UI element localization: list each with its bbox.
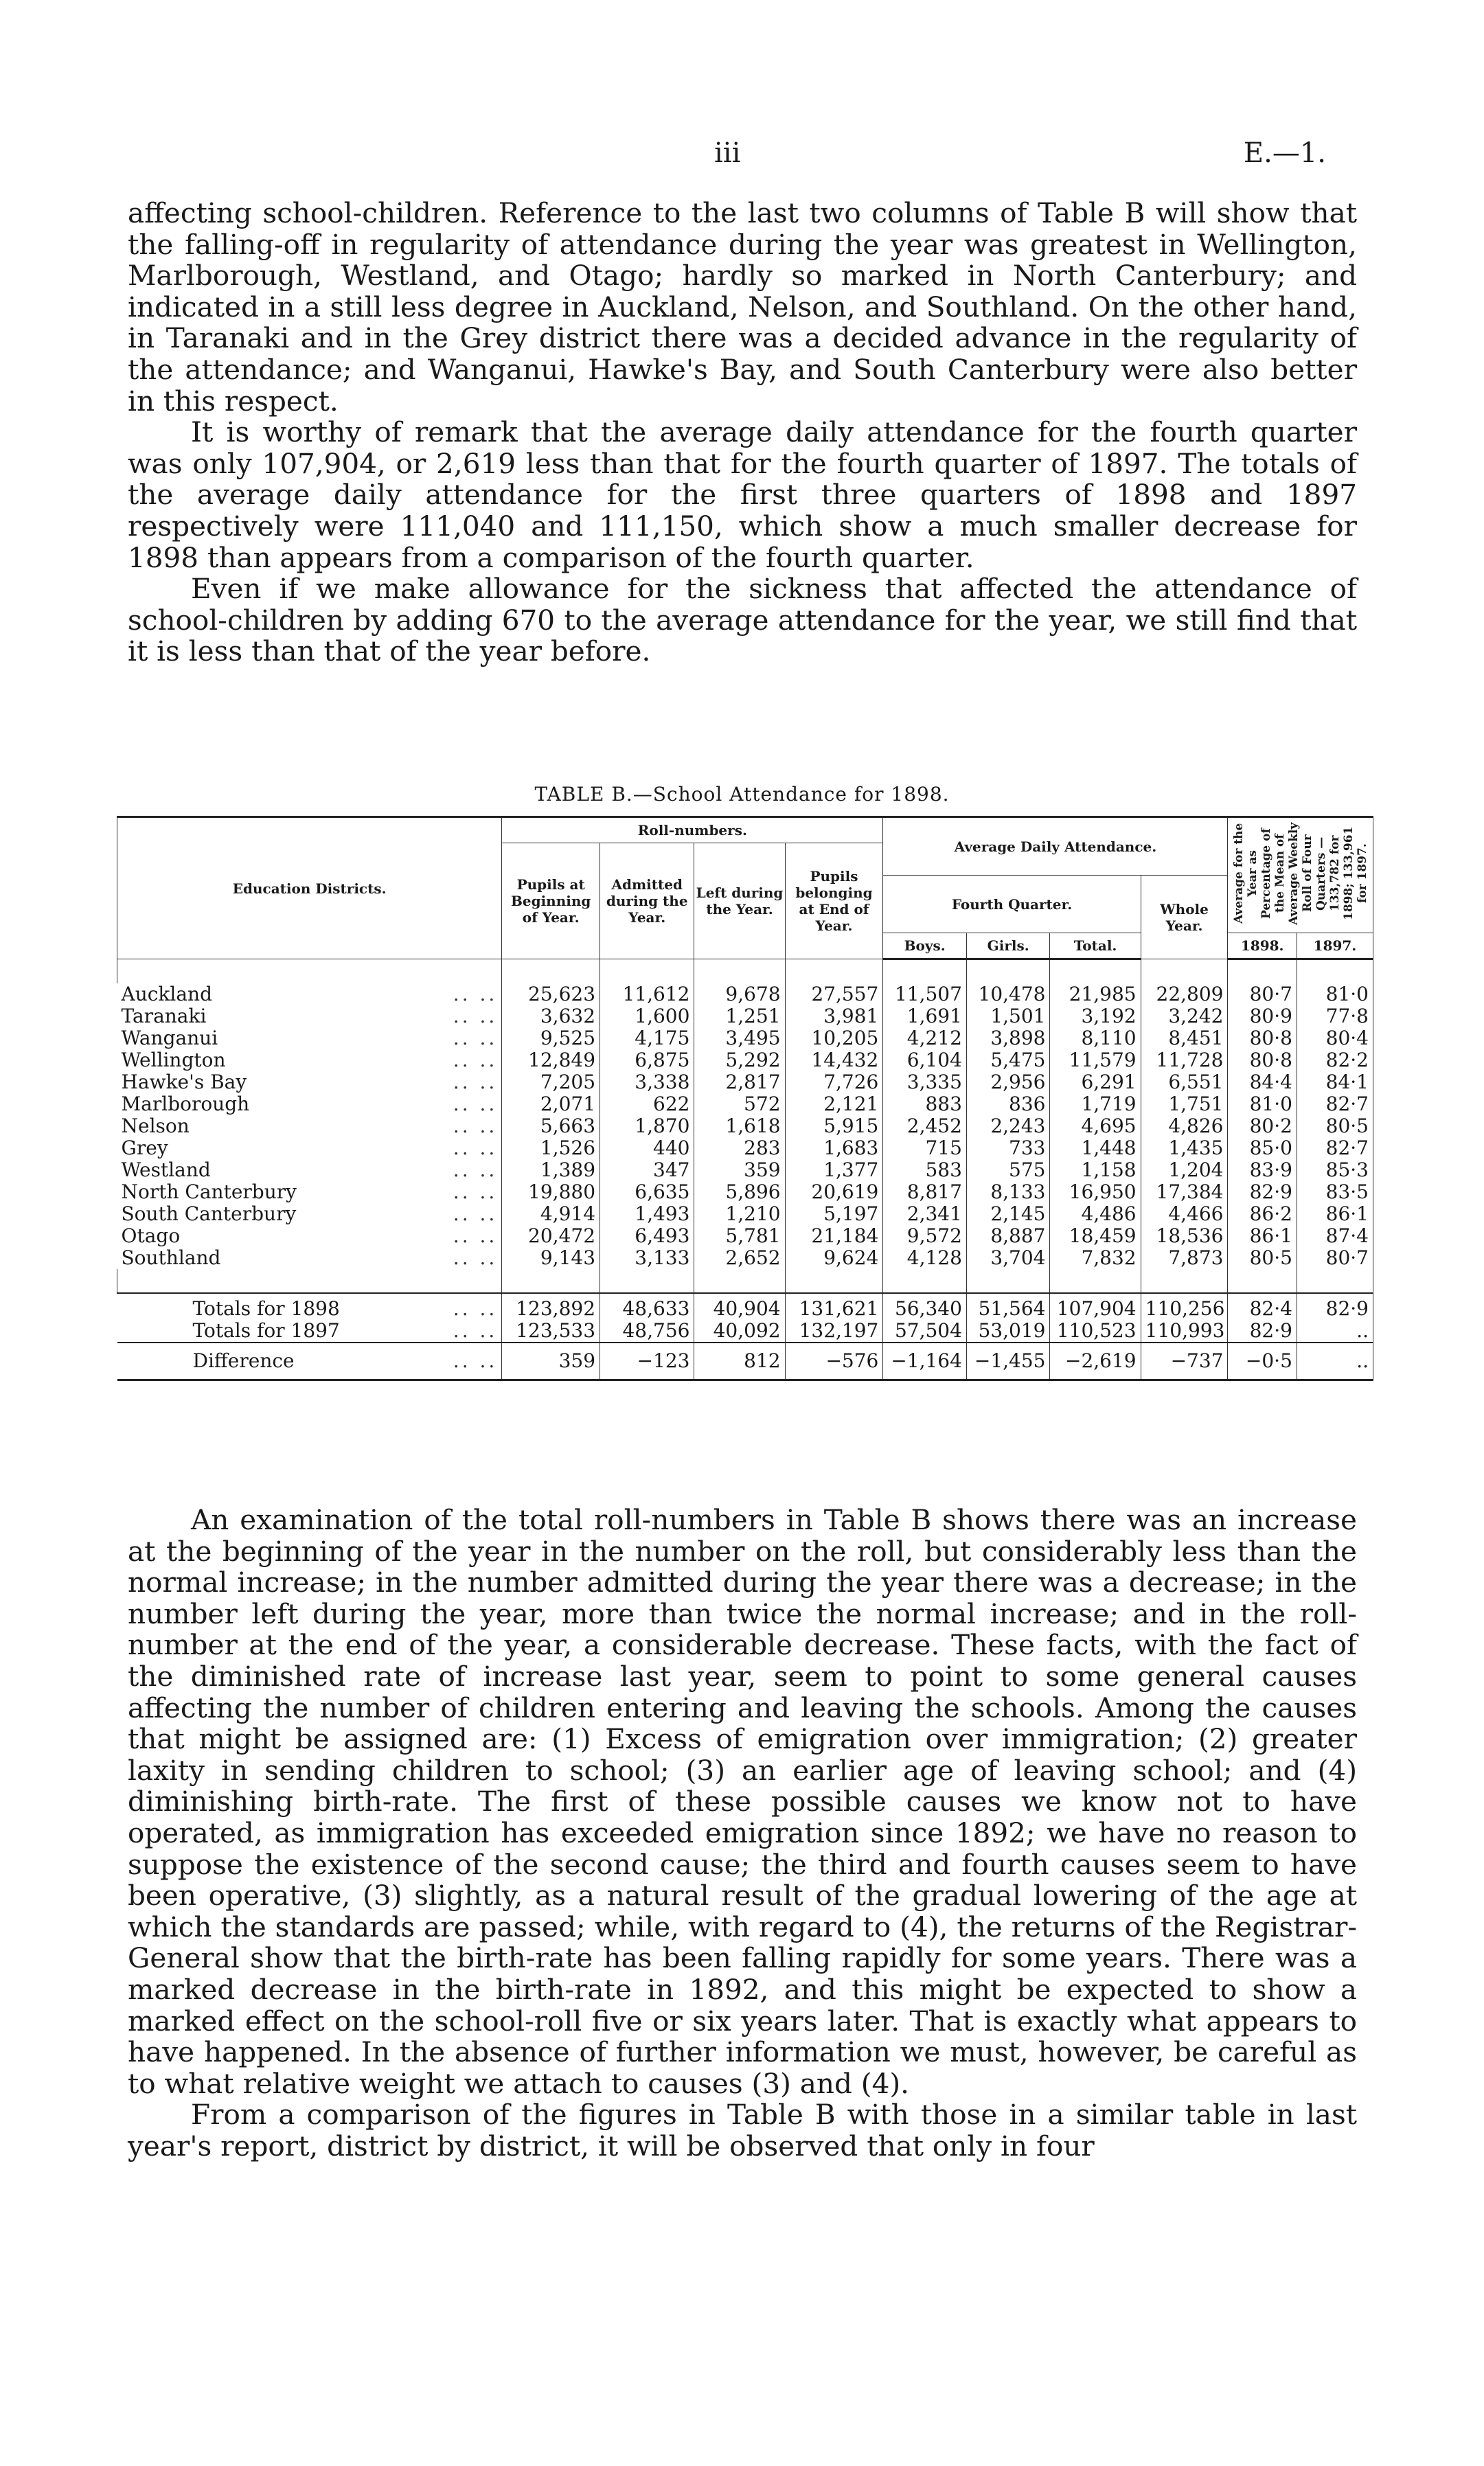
cell-pct-1897: 77·8: [1297, 1005, 1373, 1027]
cell-begin: 7,205: [502, 1071, 600, 1093]
district-name: [117, 1320, 502, 1343]
cell-begin: 123,892: [502, 1293, 600, 1320]
cell-end: 3,981: [785, 1005, 883, 1027]
cell-whole: 11,728: [1141, 1049, 1228, 1071]
cell-whole: 1,751: [1141, 1093, 1228, 1115]
spacer-row: [117, 1269, 1373, 1293]
cell-begin: 3,632: [502, 1005, 600, 1027]
cell-begin: 5,663: [502, 1115, 600, 1137]
cell-end: 2,121: [785, 1093, 883, 1115]
cell-total: 18,459: [1050, 1225, 1141, 1247]
cell-pct-1898: 80·7: [1228, 983, 1297, 1005]
paragraph: It is worthy of remark that the average daily attendance for the fourth quarter was only 107,904, or 2,619 less than that for the fourth quarter of 1897. The totals of the average daily attendance for the first three quarters of 1898 and 1897 respectively were 111,040 and 111,150, which show a much smaller decrease for 1898 than appears from a comparison of the fourth quarter.: [128, 415, 1357, 574]
cell-boys: 56,340: [883, 1293, 967, 1320]
cell-admitted: 48,756: [600, 1320, 694, 1343]
cell-pct-1897: 80·5: [1297, 1115, 1373, 1137]
cell-pct-1898: 84·4: [1228, 1071, 1297, 1093]
district-name: [117, 1071, 502, 1093]
cell-girls: 53,019: [966, 1320, 1050, 1343]
cell-boys: −1,164: [883, 1343, 967, 1380]
header-fourth-quarter: Fourth Quarter.: [883, 876, 1141, 933]
cell-admitted: 622: [600, 1093, 694, 1115]
page-number: iii: [714, 137, 741, 169]
cell-whole: 4,466: [1141, 1203, 1228, 1225]
cell-girls: 3,898: [966, 1027, 1050, 1049]
cell-pct-1897: 82·7: [1297, 1137, 1373, 1159]
leader-dots: .. ..: [453, 1005, 498, 1027]
cell-pct-1897: ..: [1297, 1320, 1373, 1343]
header-percentage: [1228, 817, 1373, 933]
leader-dots: .. ..: [453, 1049, 498, 1071]
leader-dots: .. ..: [453, 1137, 498, 1159]
district-name: [117, 1115, 502, 1137]
cell-total: 3,192: [1050, 1005, 1141, 1027]
cell-begin: 2,071: [502, 1093, 600, 1115]
district-name: [117, 1293, 502, 1320]
totals-1898-row: [117, 1293, 1373, 1320]
leader-dots: .. ..: [453, 1297, 498, 1320]
table-row: [117, 1071, 1373, 1093]
cell-end: 1,377: [785, 1159, 883, 1181]
cell-end: 20,619: [785, 1181, 883, 1203]
cell-girls: 1,501: [966, 1005, 1050, 1027]
cell-pct-1898: 83·9: [1228, 1159, 1297, 1181]
header-percentage-text: Average for the Year as Percentage of the Mean of Average Weekly Roll of Four Quarters — 133,782 for 1898; 133,961 for 1897.: [1231, 822, 1369, 925]
district-label: Wellington: [121, 1049, 226, 1071]
cell-end: 27,557: [785, 983, 883, 1005]
cell-girls: 575: [966, 1159, 1050, 1181]
leader-dots: .. ..: [453, 1246, 498, 1269]
cell-whole: 110,256: [1141, 1293, 1228, 1320]
cell-total: 21,985: [1050, 983, 1141, 1005]
cell-pct-1898: 80·2: [1228, 1115, 1297, 1137]
cell-boys: 2,341: [883, 1203, 967, 1225]
leader-dots: .. ..: [453, 1349, 498, 1372]
header-1898: 1898.: [1228, 933, 1297, 959]
cell-pct-1898: 86·2: [1228, 1203, 1297, 1225]
table-row: [117, 1159, 1373, 1181]
cell-girls: 8,887: [966, 1225, 1050, 1247]
cell-pct-1898: 82·9: [1228, 1181, 1297, 1203]
table-row: [117, 1181, 1373, 1203]
header-admitted: Admitted during the Year.: [600, 843, 694, 959]
district-label: Otago: [121, 1224, 181, 1247]
cell-total: −2,619: [1050, 1343, 1141, 1380]
leader-dots: .. ..: [453, 1093, 498, 1115]
district-label: Marlborough: [121, 1093, 250, 1115]
cell-end: 1,683: [785, 1137, 883, 1159]
table-title: TABLE B.—School Attendance for 1898.: [534, 783, 950, 806]
paragraph: From a comparison of the figures in Table B with those in a similar table in last year's report, district by district, it will be observed that only in four: [128, 2098, 1357, 2162]
cell-end: 5,915: [785, 1115, 883, 1137]
cell-pct-1897: ..: [1297, 1343, 1373, 1380]
cell-girls: 2,956: [966, 1071, 1050, 1093]
header-district: Education Districts.: [117, 817, 502, 959]
header-roll-numbers: Roll-numbers.: [502, 817, 883, 843]
cell-boys: 583: [883, 1159, 967, 1181]
cell-left: 1,210: [694, 1203, 785, 1225]
cell-pct-1897: 86·1: [1297, 1203, 1373, 1225]
cell-total: 1,448: [1050, 1137, 1141, 1159]
district-name: [117, 1343, 502, 1380]
leader-dots: .. ..: [453, 1180, 498, 1203]
cell-boys: 2,452: [883, 1115, 967, 1137]
attendance-table: [117, 816, 1373, 1381]
cell-left: 9,678: [694, 983, 785, 1005]
leader-dots: .. ..: [453, 1202, 498, 1225]
table-row: [117, 983, 1373, 1005]
leader-dots: .. ..: [453, 1158, 498, 1181]
cell-boys: 11,507: [883, 983, 967, 1005]
cell-pct-1898: 80·8: [1228, 1027, 1297, 1049]
cell-total: 16,950: [1050, 1181, 1141, 1203]
header-1897: 1897.: [1297, 933, 1373, 959]
cell-admitted: 48,633: [600, 1293, 694, 1320]
district-label: North Canterbury: [121, 1180, 297, 1203]
analysis-text: [128, 1505, 1357, 2162]
cell-pct-1898: 80·8: [1228, 1049, 1297, 1071]
cell-total: 1,158: [1050, 1159, 1141, 1181]
cell-left: 2,652: [694, 1247, 785, 1269]
district-name: [117, 1159, 502, 1181]
cell-begin: 19,880: [502, 1181, 600, 1203]
cell-left: 1,251: [694, 1005, 785, 1027]
report-code: E.—1.: [1243, 137, 1326, 169]
cell-pct-1897: 87·4: [1297, 1225, 1373, 1247]
cell-left: 5,292: [694, 1049, 785, 1071]
spacer-row: [117, 959, 1373, 984]
cell-whole: 18,536: [1141, 1225, 1228, 1247]
cell-admitted: 4,175: [600, 1027, 694, 1049]
cell-boys: 4,212: [883, 1027, 967, 1049]
cell-pct-1898: 80·5: [1228, 1247, 1297, 1269]
cell-whole: 110,993: [1141, 1320, 1228, 1343]
table-row: [117, 1115, 1373, 1137]
cell-total: 1,719: [1050, 1093, 1141, 1115]
attendance-table-wrapper: [117, 816, 1373, 1381]
cell-begin: 1,389: [502, 1159, 600, 1181]
cell-left: 283: [694, 1137, 785, 1159]
cell-girls: 3,704: [966, 1247, 1050, 1269]
district-name: [117, 1225, 502, 1247]
cell-end: 132,197: [785, 1320, 883, 1343]
cell-end: −576: [785, 1343, 883, 1380]
paragraph: affecting school-children. Reference to the last two columns of Table B will show that the falling-off in regularity of attendance during the year was greatest in Wellington, Marlborough, Westland, and Otago; hardly so marked in North Canterbury; and indicated in a still less degree in Auckland, Nelson, and Southland. On the other hand, in Taranaki and in the Grey district there was a decided advance in the regularity of the attendance; and Wanganui, Hawke's Bay, and South Canterbury were also better in this respect.: [128, 196, 1357, 418]
header-pupils-end: Pupils belonging at End of Year.: [785, 843, 883, 959]
header-total: Total.: [1050, 933, 1141, 959]
cell-admitted: 3,133: [600, 1247, 694, 1269]
cell-whole: 1,435: [1141, 1137, 1228, 1159]
cell-girls: 51,564: [966, 1293, 1050, 1320]
table-row: [117, 1049, 1373, 1071]
difference-row: [117, 1343, 1373, 1380]
district-label: Hawke's Bay: [121, 1071, 247, 1093]
cell-boys: 715: [883, 1137, 967, 1159]
cell-boys: 9,572: [883, 1225, 967, 1247]
cell-total: 107,904: [1050, 1293, 1141, 1320]
table-row: [117, 1225, 1373, 1247]
cell-total: 4,695: [1050, 1115, 1141, 1137]
cell-admitted: −123: [600, 1343, 694, 1380]
cell-pct-1897: 82·7: [1297, 1093, 1373, 1115]
cell-left: 359: [694, 1159, 785, 1181]
cell-pct-1898: 82·9: [1228, 1320, 1297, 1343]
cell-whole: −737: [1141, 1343, 1228, 1380]
district-name: [117, 1093, 502, 1115]
table-row: [117, 1247, 1373, 1269]
cell-pct-1897: 85·3: [1297, 1159, 1373, 1181]
cell-left: 572: [694, 1093, 785, 1115]
district-label: South Canterbury: [121, 1202, 297, 1225]
cell-left: 812: [694, 1343, 785, 1380]
cell-left: 40,092: [694, 1320, 785, 1343]
cell-girls: 2,243: [966, 1115, 1050, 1137]
paragraph: Even if we make allowance for the sickness that affected the attendance of school-children by adding 670 to the average attendance for the year, we still find that it is less than that of the year before.: [128, 572, 1357, 668]
cell-total: 110,523: [1050, 1320, 1141, 1343]
paragraph: An examination of the total roll-numbers in Table B shows there was an increase at the beginning of the year in the number on the roll, but considerably less than the normal increase; in the number admitted during the year there was a decrease; in the number left during the year, more than twice the normal increase; and in the roll-number at the end of the year, a considerable decrease. These facts, with the fact of the diminished rate of increase last year, seem to point to some general causes affecting the number of children entering and leaving the schools. Among the causes that might be assigned are: (1) Excess of emigration over immigration; (2) greater laxity in sending children to school; (3) an earlier age of leaving school; and (4) diminishing birth-rate. The first of these possible causes we know not to have operated, as immigration has exceeded emigration since 1892; we have no reason to suppose the existence of the second cause; the third and fourth causes seem to have been operative, (3) slightly, as a natural result of the gradual lowering of the age at which the standards are passed; while, with regard to (4), the returns of the Registrar-General show that the birth-rate has been falling rapidly for some years. There was a marked decrease in the birth-rate in 1892, and this might be expected to show a marked effect on the school-roll five or six years later. That is exactly what appears to have happened. In the absence of further information we must, however, be careful as to what relative weight we attach to causes (3) and (4).: [128, 1503, 1357, 2100]
district-label: Auckland: [121, 983, 213, 1005]
cell-left: 1,618: [694, 1115, 785, 1137]
district-name: [117, 1027, 502, 1049]
cell-pct-1898: 82·4: [1228, 1293, 1297, 1320]
cell-pct-1898: −0·5: [1228, 1343, 1297, 1380]
cell-girls: −1,455: [966, 1343, 1050, 1380]
cell-left: 5,896: [694, 1181, 785, 1203]
cell-end: 14,432: [785, 1049, 883, 1071]
table-row: [117, 1137, 1373, 1159]
leader-dots: .. ..: [453, 1224, 498, 1247]
table-row: [117, 1093, 1373, 1115]
cell-left: 2,817: [694, 1071, 785, 1093]
cell-end: 5,197: [785, 1203, 883, 1225]
cell-boys: 57,504: [883, 1320, 967, 1343]
cell-left: 5,781: [694, 1225, 785, 1247]
cell-total: 8,110: [1050, 1027, 1141, 1049]
cell-whole: 6,551: [1141, 1071, 1228, 1093]
cell-left: 3,495: [694, 1027, 785, 1049]
cell-begin: 9,143: [502, 1247, 600, 1269]
cell-girls: 836: [966, 1093, 1050, 1115]
cell-begin: 20,472: [502, 1225, 600, 1247]
header-left: Left during the Year.: [694, 843, 785, 959]
cell-total: 7,832: [1050, 1247, 1141, 1269]
cell-boys: 883: [883, 1093, 967, 1115]
cell-boys: 1,691: [883, 1005, 967, 1027]
cell-pct-1897: 82·9: [1297, 1293, 1373, 1320]
cell-total: 4,486: [1050, 1203, 1141, 1225]
cell-whole: 17,384: [1141, 1181, 1228, 1203]
cell-begin: 4,914: [502, 1203, 600, 1225]
cell-whole: 4,826: [1141, 1115, 1228, 1137]
cell-girls: 10,478: [966, 983, 1050, 1005]
cell-total: 11,579: [1050, 1049, 1141, 1071]
table-body: [117, 959, 1373, 1380]
table-row: [117, 1027, 1373, 1049]
cell-admitted: 11,612: [600, 983, 694, 1005]
cell-pct-1898: 86·1: [1228, 1225, 1297, 1247]
district-label: Taranaki: [121, 1005, 207, 1027]
cell-whole: 3,242: [1141, 1005, 1228, 1027]
district-label: Wanganui: [121, 1027, 218, 1049]
district-label: Totals for 1897: [192, 1319, 340, 1342]
cell-whole: 1,204: [1141, 1159, 1228, 1181]
district-label: Nelson: [121, 1115, 190, 1137]
header-whole-year: Whole Year.: [1141, 876, 1228, 959]
leader-dots: .. ..: [453, 1027, 498, 1049]
district-label: Westland: [121, 1158, 211, 1181]
cell-admitted: 6,875: [600, 1049, 694, 1071]
leader-dots: .. ..: [453, 1319, 498, 1342]
cell-begin: 25,623: [502, 983, 600, 1005]
cell-end: 10,205: [785, 1027, 883, 1049]
cell-girls: 8,133: [966, 1181, 1050, 1203]
cell-admitted: 1,870: [600, 1115, 694, 1137]
district-label: Southland: [121, 1246, 221, 1269]
header-boys: Boys.: [883, 933, 967, 959]
cell-admitted: 347: [600, 1159, 694, 1181]
cell-girls: 2,145: [966, 1203, 1050, 1225]
leader-dots: .. ..: [453, 1115, 498, 1137]
district-label: Totals for 1898: [192, 1297, 340, 1320]
leader-dots: .. ..: [453, 1071, 498, 1093]
leader-dots: .. ..: [453, 983, 498, 1005]
district-name: [117, 1203, 502, 1225]
cell-pct-1897: 83·5: [1297, 1181, 1373, 1203]
cell-begin: 12,849: [502, 1049, 600, 1071]
cell-girls: 733: [966, 1137, 1050, 1159]
cell-pct-1897: 84·1: [1297, 1071, 1373, 1093]
cell-pct-1898: 85·0: [1228, 1137, 1297, 1159]
header-average-attendance: Average Daily Attendance.: [883, 817, 1228, 876]
cell-pct-1898: 81·0: [1228, 1093, 1297, 1115]
district-name: [117, 1005, 502, 1027]
district-name: [117, 983, 502, 1005]
cell-admitted: 1,493: [600, 1203, 694, 1225]
cell-admitted: 440: [600, 1137, 694, 1159]
cell-pct-1897: 80·7: [1297, 1247, 1373, 1269]
cell-admitted: 3,338: [600, 1071, 694, 1093]
cell-boys: 8,817: [883, 1181, 967, 1203]
table-row: [117, 1203, 1373, 1225]
cell-end: 7,726: [785, 1071, 883, 1093]
cell-end: 21,184: [785, 1225, 883, 1247]
cell-left: 40,904: [694, 1293, 785, 1320]
page-header: [0, 137, 1484, 179]
cell-end: 131,621: [785, 1293, 883, 1320]
cell-begin: 1,526: [502, 1137, 600, 1159]
district-name: [117, 1247, 502, 1269]
cell-whole: 22,809: [1141, 983, 1228, 1005]
cell-boys: 3,335: [883, 1071, 967, 1093]
header-girls: Girls.: [966, 933, 1050, 959]
cell-whole: 7,873: [1141, 1247, 1228, 1269]
intro-text: [128, 198, 1357, 667]
cell-end: 9,624: [785, 1247, 883, 1269]
district-label: Difference: [192, 1349, 295, 1372]
cell-admitted: 6,493: [600, 1225, 694, 1247]
cell-whole: 8,451: [1141, 1027, 1228, 1049]
cell-admitted: 1,600: [600, 1005, 694, 1027]
cell-pct-1898: 80·9: [1228, 1005, 1297, 1027]
cell-begin: 9,525: [502, 1027, 600, 1049]
cell-begin: 123,533: [502, 1320, 600, 1343]
cell-admitted: 6,635: [600, 1181, 694, 1203]
cell-girls: 5,475: [966, 1049, 1050, 1071]
cell-pct-1897: 81·0: [1297, 983, 1373, 1005]
cell-pct-1897: 82·2: [1297, 1049, 1373, 1071]
totals-1897-row: [117, 1320, 1373, 1343]
cell-boys: 4,128: [883, 1247, 967, 1269]
table-row: [117, 1005, 1373, 1027]
district-label: Grey: [121, 1137, 168, 1159]
cell-begin: 359: [502, 1343, 600, 1380]
district-name: [117, 1049, 502, 1071]
cell-total: 6,291: [1050, 1071, 1141, 1093]
cell-pct-1897: 80·4: [1297, 1027, 1373, 1049]
district-name: [117, 1181, 502, 1203]
district-name: [117, 1137, 502, 1159]
header-pupils-beginning: Pupils at Beginning of Year.: [502, 843, 600, 959]
cell-boys: 6,104: [883, 1049, 967, 1071]
